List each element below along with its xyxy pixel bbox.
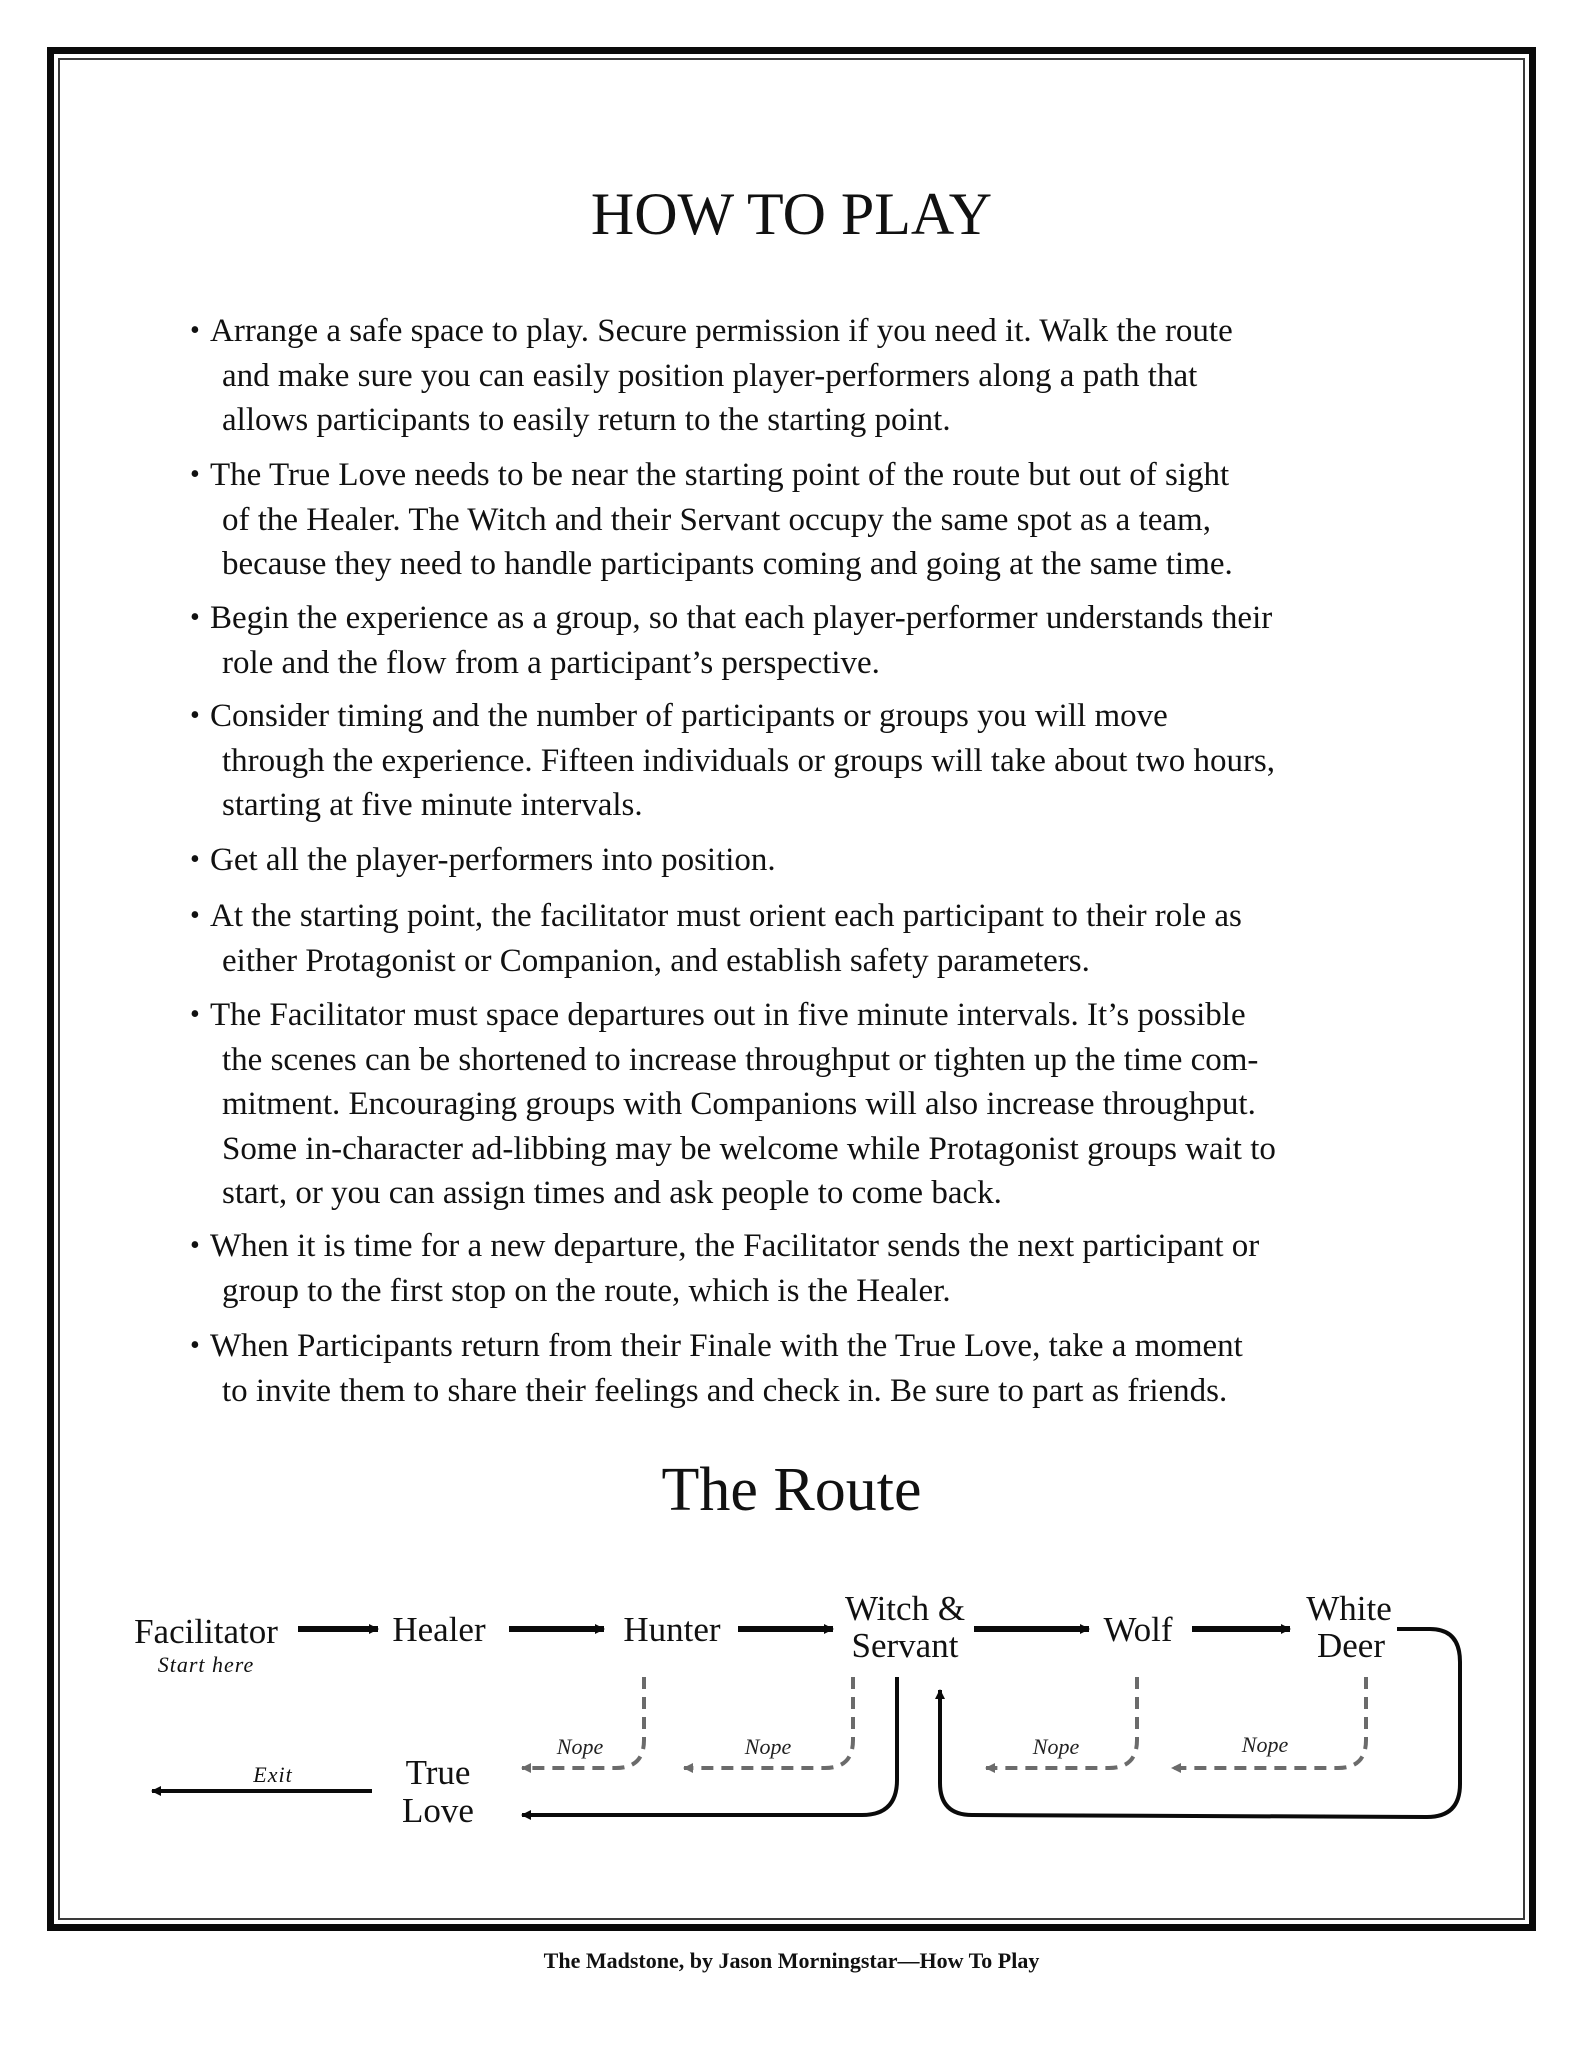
nope-label-hunter: Nope xyxy=(556,1734,604,1759)
bullet-icon: • xyxy=(190,459,200,490)
node-healer: Healer xyxy=(392,1610,486,1649)
instruction-item xyxy=(190,694,1430,828)
instruction-line: role and the flow from a participant’s perspective. xyxy=(222,644,880,681)
exit-label: Exit xyxy=(253,1762,293,1787)
instruction-item xyxy=(190,838,1430,883)
page-title: HOW TO PLAY xyxy=(590,181,993,247)
instruction-line: mitment. Encouraging groups with Companions will also increase throughput. xyxy=(222,1086,1256,1122)
instruction-line: of the Healer. The Witch and their Servant occupy the same spot as a team, xyxy=(222,501,1211,538)
instruction-line: because they need to handle participants coming and going at the same time. xyxy=(222,546,1233,582)
node-hunter: Hunter xyxy=(623,1610,721,1649)
instruction-item xyxy=(190,1324,1430,1413)
instruction-line: Some in-character ad-libbing may be welcome while Protagonist groups wait to xyxy=(222,1130,1276,1167)
instruction-line: and make sure you can easily position player-performers along a path that xyxy=(222,357,1198,394)
nope-label-wolf: Nope xyxy=(1032,1734,1080,1759)
instruction-item xyxy=(190,1224,1430,1313)
nope-label-white-deer: Nope xyxy=(1241,1732,1289,1757)
node-deer-line2: Deer xyxy=(1316,1626,1386,1665)
instruction-line: Consider timing and the number of participants or groups you will move xyxy=(210,698,1168,734)
instruction-line: When it is time for a new departure, the Facilitator sends the next participant or xyxy=(210,1228,1260,1264)
node-facilitator: Facilitator xyxy=(134,1612,278,1651)
node-servant-line2: Servant xyxy=(851,1626,959,1665)
instruction-item xyxy=(190,894,1430,983)
bullet-icon: • xyxy=(190,700,200,731)
instruction-line: Begin the experience as a group, so that each player-performer understands their xyxy=(210,600,1273,636)
instruction-item xyxy=(190,596,1430,685)
instruction-line: Get all the player-performers into position. xyxy=(210,842,776,878)
instruction-line: to invite them to share their feelings and check in. Be sure to part as friends. xyxy=(222,1372,1228,1409)
bullet-icon: • xyxy=(190,1230,200,1261)
instruction-line: start, or you can assign times and ask people to come back. xyxy=(222,1175,1002,1211)
instruction-line: group to the first stop on the route, which is the Healer. xyxy=(222,1272,951,1309)
instruction-line: the scenes can be shortened to increase throughput or tighten up the time com- xyxy=(222,1041,1259,1078)
node-love-line2: Love xyxy=(402,1791,474,1830)
instruction-line: When Participants return from their Finale with the True Love, take a moment xyxy=(210,1328,1243,1364)
nope-label-witch: Nope xyxy=(744,1734,792,1759)
route-title: The Route xyxy=(661,1456,922,1524)
bullet-icon: • xyxy=(190,999,200,1030)
instruction-item xyxy=(190,453,1430,587)
start-here-note: Start here xyxy=(157,1652,255,1677)
instruction-line: The Facilitator must space departures out in five minute intervals. It’s possible xyxy=(210,997,1246,1033)
node-wolf: Wolf xyxy=(1103,1610,1173,1649)
bullet-icon: • xyxy=(190,844,200,875)
bullet-icon: • xyxy=(190,900,200,931)
bullet-icon: • xyxy=(190,602,200,633)
bullet-icon: • xyxy=(190,315,200,346)
instruction-item xyxy=(190,993,1430,1216)
instruction-item xyxy=(190,309,1430,443)
instruction-line: Arrange a safe space to play. Secure permission if you need it. Walk the route xyxy=(210,313,1233,349)
instruction-line: At the starting point, the facilitator must orient each participant to their role as xyxy=(210,898,1242,934)
instruction-line: allows participants to easily return to the starting point. xyxy=(222,402,951,438)
instruction-line: The True Love needs to be near the starting point of the route but out of sight xyxy=(210,457,1230,493)
instruction-line: either Protagonist or Companion, and establish safety parameters. xyxy=(222,942,1090,979)
instruction-line: starting at five minute intervals. xyxy=(222,787,643,823)
instruction-line: through the experience. Fifteen individuals or groups will take about two hours, xyxy=(222,742,1276,779)
node-true-line1: True xyxy=(405,1753,471,1792)
bullet-icon: • xyxy=(190,1330,200,1361)
page-footer: The Madstone, by Jason Morningstar—How To Play xyxy=(543,1948,1040,1973)
node-witch-line1: Witch & xyxy=(844,1589,966,1628)
node-white-line1: White xyxy=(1306,1589,1392,1628)
